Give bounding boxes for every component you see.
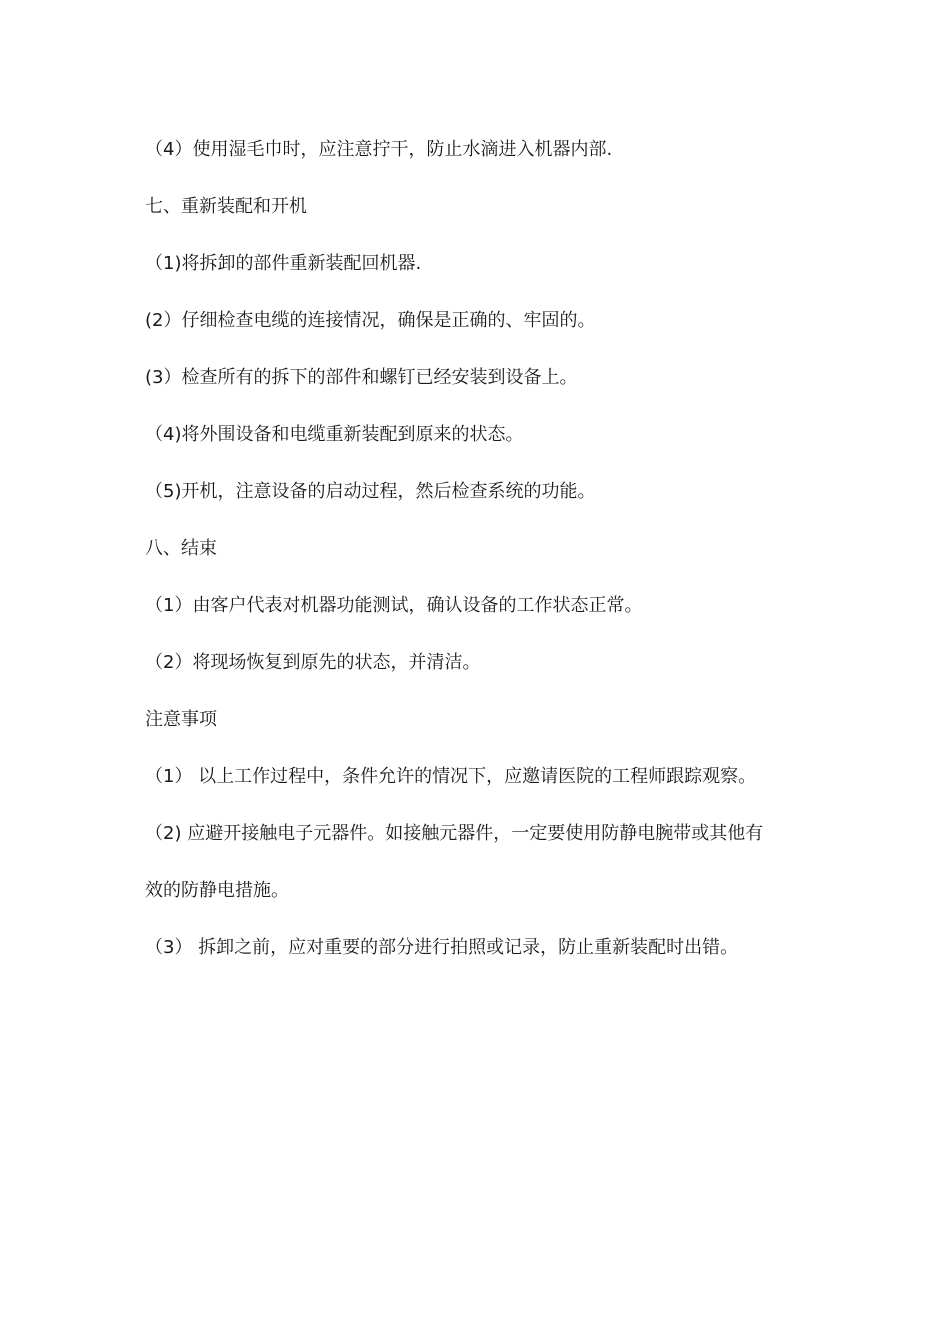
note-2-continued: 效的防静电措施。 xyxy=(145,880,289,901)
reassembly-step-2: (2）仔细检查电缆的连接情况，确保是正确的、牢固的。 xyxy=(145,310,596,331)
section-heading-end: 八、结束 xyxy=(145,538,217,559)
section-heading-reassembly: 七、重新装配和开机 xyxy=(145,196,307,217)
end-step-2: （2）将现场恢复到原先的状态，并清洁。 xyxy=(145,652,481,673)
reassembly-step-3: (3）检查所有的拆下的部件和螺钉已经安装到设备上。 xyxy=(145,367,578,388)
section-heading-notes: 注意事项 xyxy=(145,709,217,730)
note-2: （2) 应避开接触电子元器件。如接触元器件，一定要使用防静电腕带或其他有 xyxy=(145,823,764,844)
reassembly-step-4: （4)将外围设备和电缆重新装配到原来的状态。 xyxy=(145,424,524,445)
cleaning-step-4: （4）使用湿毛巾时，应注意拧干，防止水滴进入机器内部. xyxy=(145,139,613,160)
reassembly-step-1: （1)将拆卸的部件重新装配回机器. xyxy=(145,253,422,274)
note-3: （3） 拆卸之前，应对重要的部分进行拍照或记录，防止重新装配时出错。 xyxy=(145,937,739,958)
reassembly-step-5: （5)开机，注意设备的启动过程，然后检查系统的功能。 xyxy=(145,481,596,502)
note-1: （1） 以上工作过程中，条件允许的情况下，应邀请医院的工程师跟踪观察。 xyxy=(145,766,757,787)
end-step-1: （1）由客户代表对机器功能测试，确认设备的工作状态正常。 xyxy=(145,595,643,616)
